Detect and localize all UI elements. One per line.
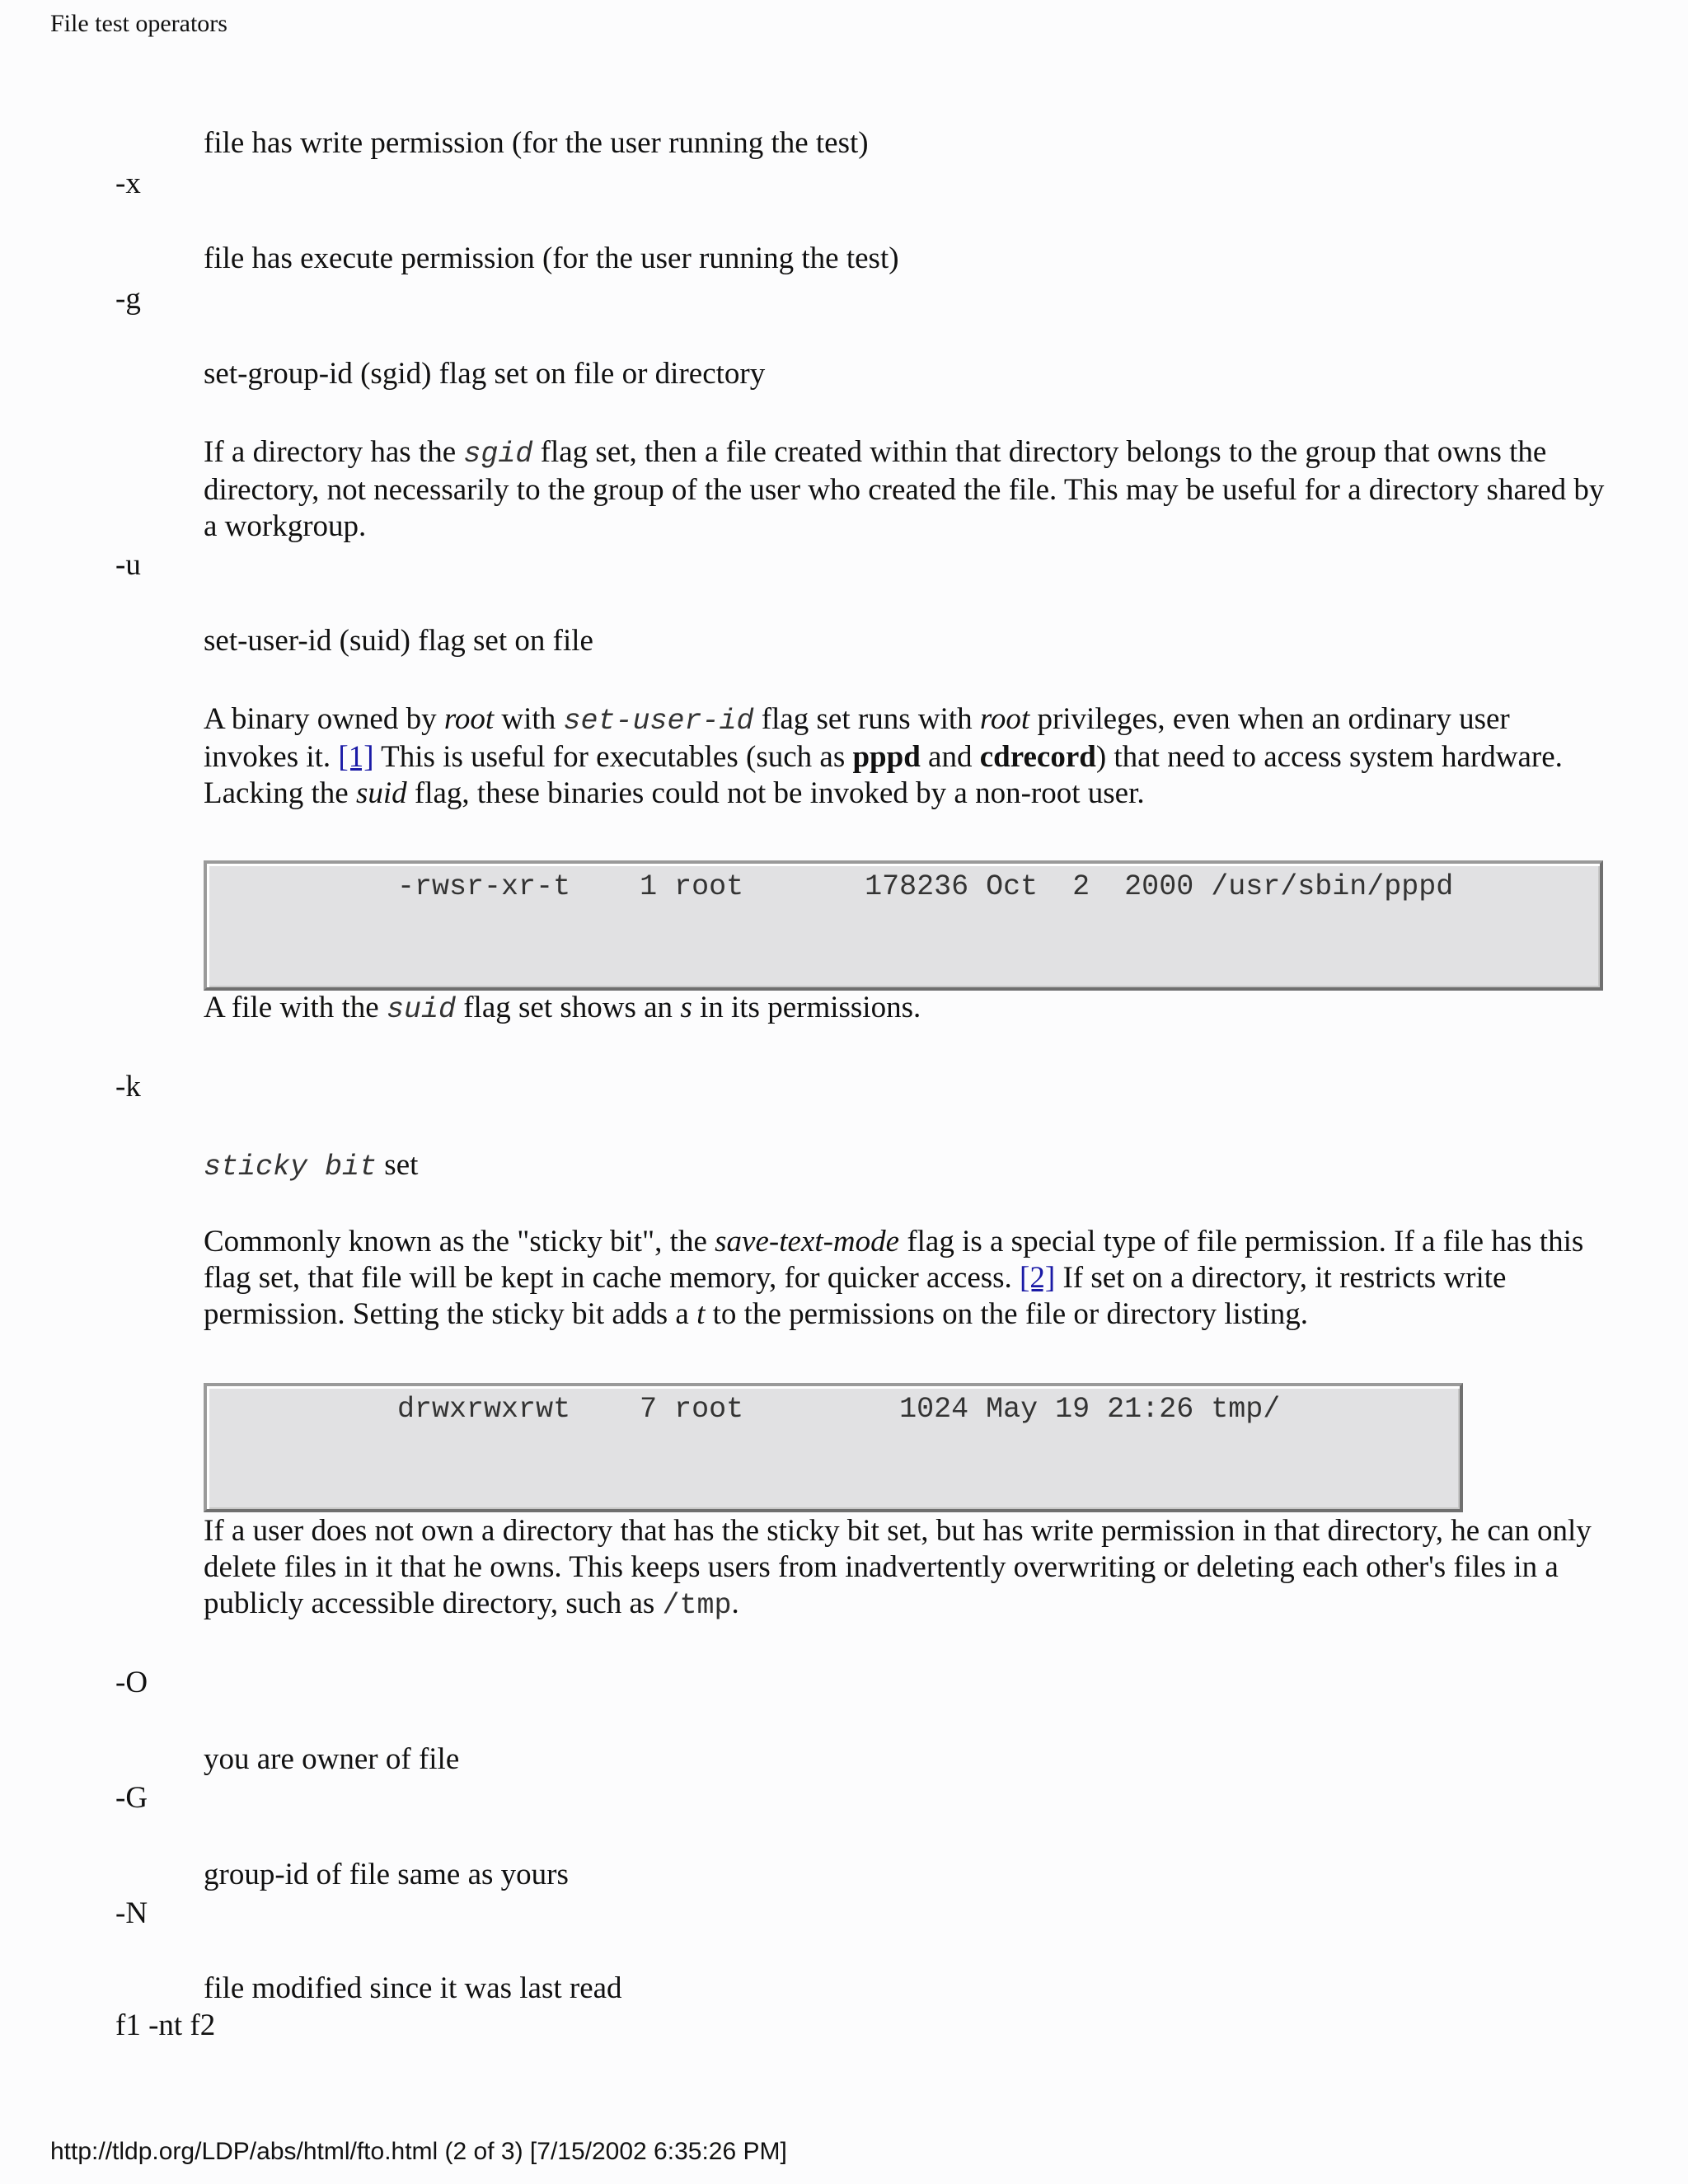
suid-note: A binary owned by root with set-user-id flag set runs with root privileges, even when an ordinary user invokes it. [1] This is useful for executables (such as pppd and cdrecord) that need to access system hardware. Lacking the suid flag, these binaries could not be invoked by a non-root user. xyxy=(204,702,1563,810)
sticky-bit-code: sticky bit xyxy=(204,1151,377,1183)
sgid-note: If a directory has the sgid flag set, then a file created within that directory belongs to the group that owns the directory, not necessarily to the group of the user who created the file. This may be useful for a directory shared by a workgroup. xyxy=(204,435,1605,543)
term-nt: f1 -nt f2 xyxy=(115,2008,216,2042)
modified-description: file modified since it was last read xyxy=(204,1971,622,2005)
execute-permission-description: file has execute permission (for the user running the test) xyxy=(204,241,899,275)
page-header: File test operators xyxy=(50,10,227,37)
sgid-description: set-group-id (sgid) flag set on file or directory xyxy=(204,357,766,391)
tmp-listing-box xyxy=(204,1383,1463,1512)
sgid-code: sgid xyxy=(463,438,533,471)
group-id-description: group-id of file same as yours xyxy=(204,1858,569,1891)
set-user-id-code: set-user-id xyxy=(563,705,754,738)
term-G: -G xyxy=(115,1781,148,1815)
tmp-listing: drwxrwxrwt 7 root 1024 May 19 21:26 tmp/ xyxy=(207,1393,1281,1426)
write-permission-description: file has write permission (for the user running the test) xyxy=(204,126,869,160)
sticky-bit-description: sticky bit set xyxy=(204,1148,419,1183)
tmp-code: /tmp xyxy=(662,1589,732,1622)
suid-code: suid xyxy=(386,993,456,1026)
pppd-listing: -rwsr-xr-t 1 root 178236 Oct 2 2000 /usr/sbin/pppd xyxy=(207,870,1454,903)
term-O: -O xyxy=(115,1666,148,1699)
term-x: -x xyxy=(115,166,141,200)
owner-description: you are owner of file xyxy=(204,1742,460,1776)
term-g: -g xyxy=(115,282,141,316)
suid-description: set-user-id (suid) flag set on file xyxy=(204,624,593,658)
footnote-2-link[interactable]: [2] xyxy=(1020,1261,1056,1295)
sticky-bit-note: Commonly known as the "sticky bit", the save-text-mode flag is a special type of file permission. If a file has this flag set, that file will be kept in cache memory, for quicker access. [2] If set on a directory, it restricts write permission. Setting the sticky bit adds a t to the permissions on the file or directory listing. xyxy=(204,1225,1584,1331)
footnote-1-link[interactable]: [1] xyxy=(338,740,374,774)
term-k: -k xyxy=(115,1070,141,1104)
term-N: -N xyxy=(115,1896,148,1930)
sticky-bit-after-note: If a user does not own a directory that has the sticky bit set, but has write permission in that directory, he can only delete files in it that he owns. This keeps users from inadvertently overwriting or deleting each other's files in a publicly accessible directory, such as /tmp. xyxy=(204,1514,1592,1622)
suid-after-note: A file with the suid flag set shows an s in its permissions. xyxy=(204,991,921,1026)
page-footer: http://tldp.org/LDP/abs/html/fto.html (2 of 3) [7/15/2002 6:35:26 PM] xyxy=(50,2138,787,2165)
term-u: -u xyxy=(115,548,141,582)
pppd-listing-box xyxy=(204,860,1603,991)
